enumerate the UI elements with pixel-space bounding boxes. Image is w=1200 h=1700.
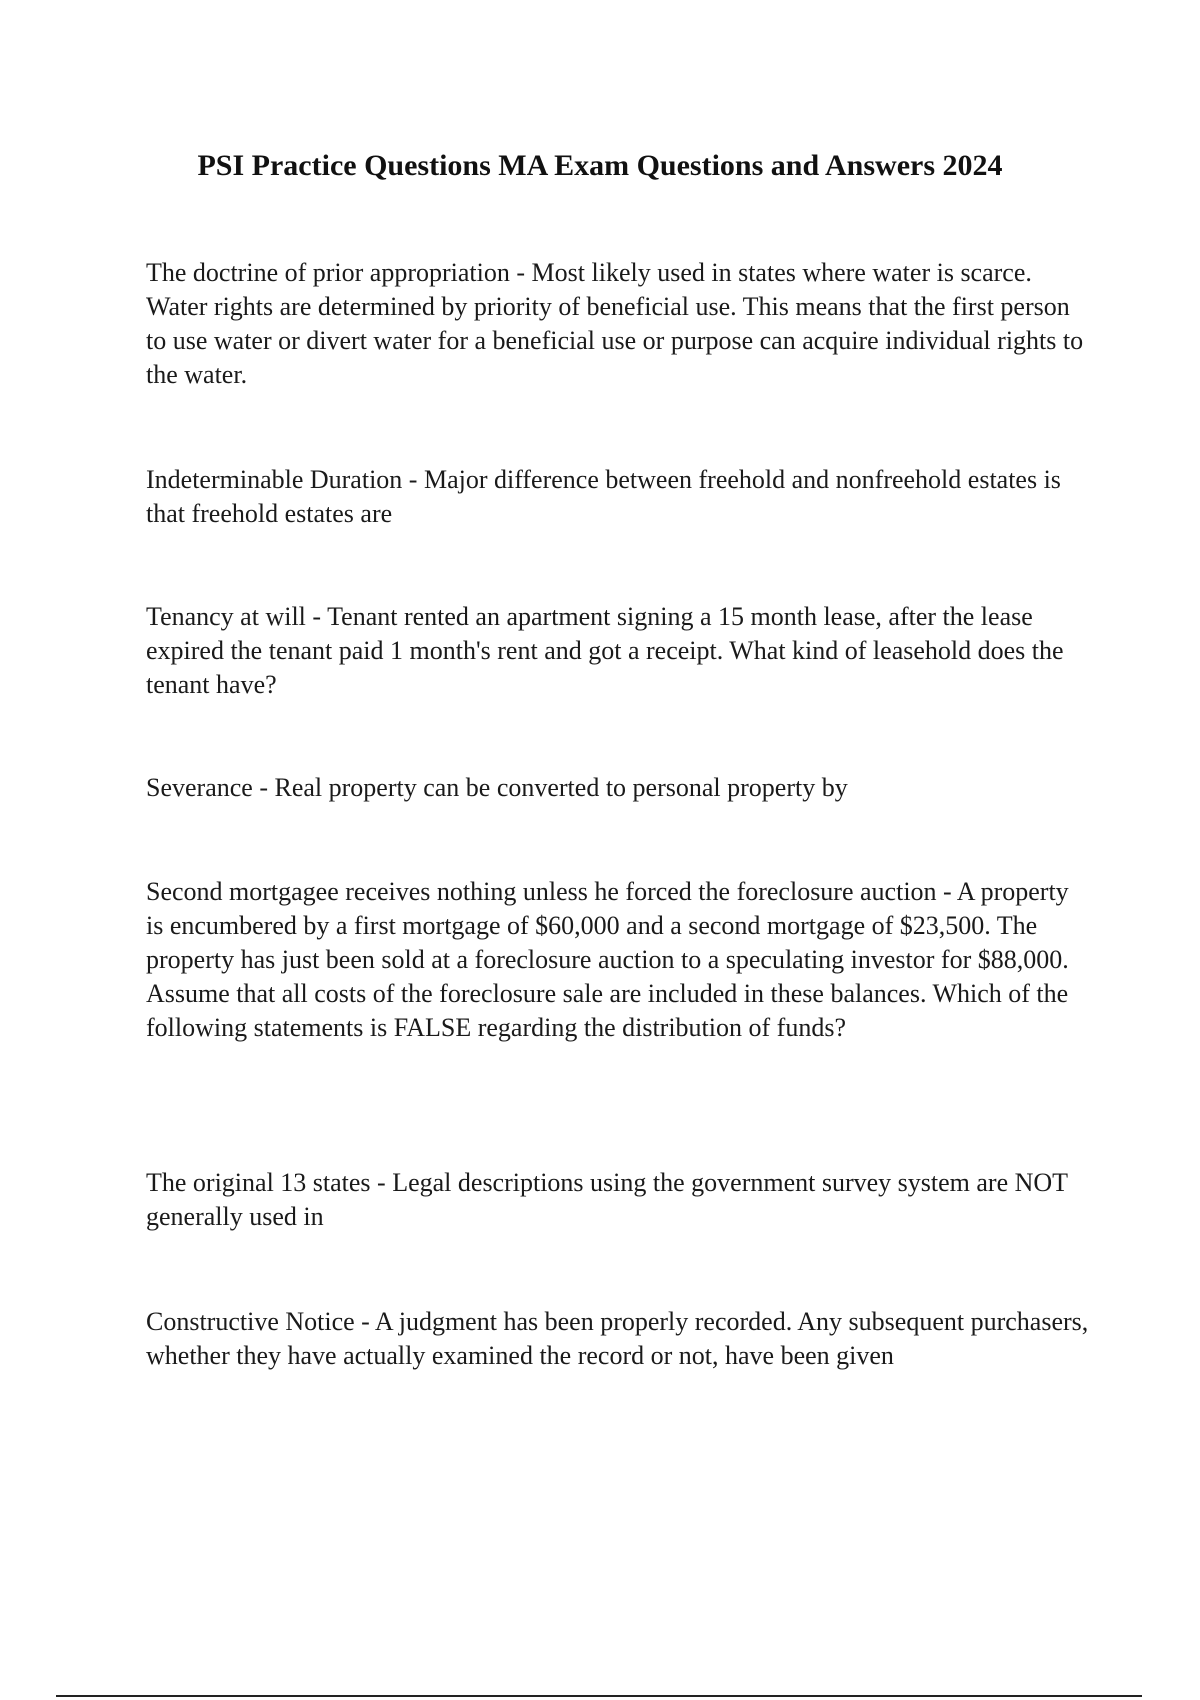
- document-title: PSI Practice Questions MA Exam Questions and Answers 2024: [197, 149, 1003, 182]
- qa-item-second-mortgagee: Second mortgagee receives nothing unless he forced the foreclosure auction - A property is encumbered by a first mortgage of $60,000 and a second mortgage of $23,500. The property has just been sold at a foreclosure auction to a speculating investor for $88,000. Assume that all costs of the foreclosure sale are included in these balances. Which of the following statements is FALSE regarding the distribution of funds?: [146, 877, 1069, 1042]
- qa-item-indeterminable-duration: Indeterminable Duration - Major difference between freehold and nonfreehold estates is that freehold estates are: [146, 465, 1061, 528]
- qa-item-original-13-states: The original 13 states - Legal descriptions using the government survey system are NOT generally used in: [146, 1168, 1068, 1231]
- qa-item-tenancy-at-will: Tenancy at will - Tenant rented an apartment signing a 15 month lease, after the lease expired the tenant paid 1 month's rent and got a receipt. What kind of leasehold does the tenant have?: [146, 602, 1064, 699]
- qa-item-severance: Severance - Real property can be converted to personal property by: [146, 773, 848, 802]
- qa-item-prior-appropriation: The doctrine of prior appropriation - Most likely used in states where water is scarce. Water rights are determined by priority of beneficial use. This means that the first person to use water or divert water for a beneficial use or purpose can acquire individual rights to the water.: [146, 258, 1084, 389]
- qa-item-constructive-notice: Constructive Notice - A judgment has been properly recorded. Any subsequent purchasers, whether they have actually examined the record or not, have been given: [146, 1307, 1089, 1370]
- footer-divider: [56, 1695, 1142, 1697]
